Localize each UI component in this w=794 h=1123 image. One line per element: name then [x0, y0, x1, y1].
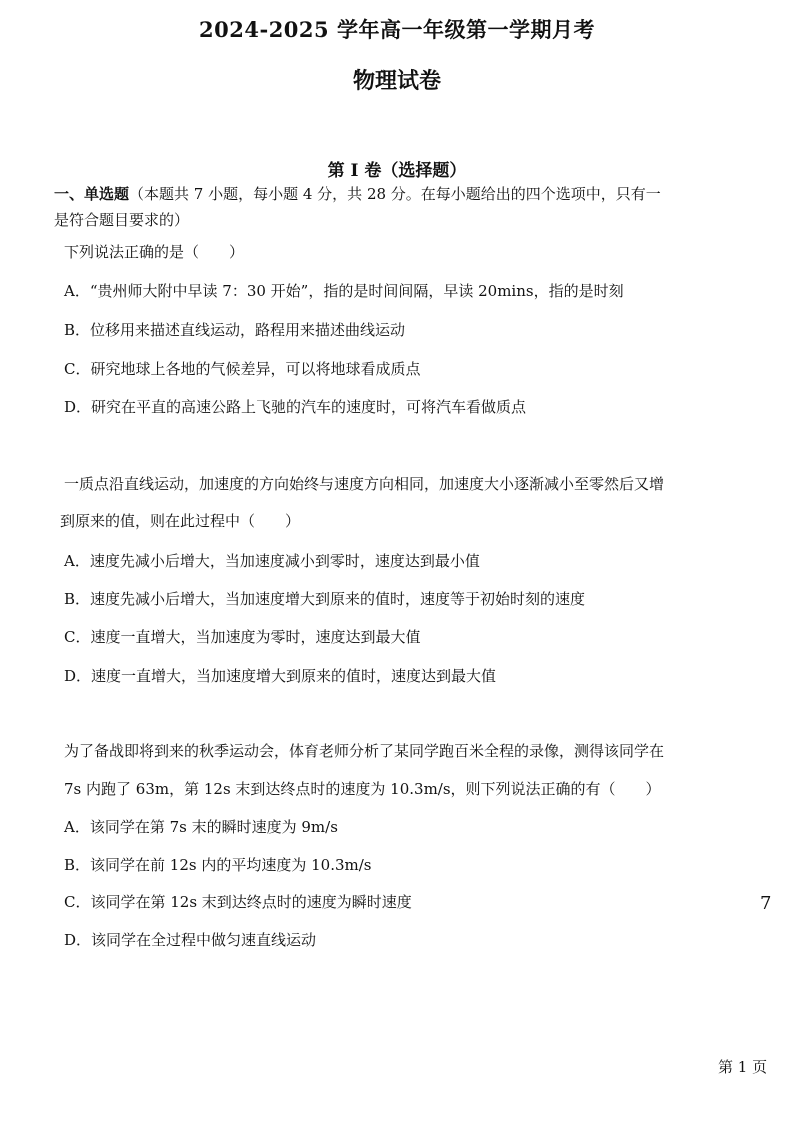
question-2-option-b: B．速度先减小后增大，当加速度增大到原来的值时，速度等于初始时刻的速度 [64, 590, 586, 608]
exam-title: 2024-2025 学年高一年级第一学期月考 [199, 17, 595, 42]
question-2-option-c: C．速度一直增大，当加速度为零时，速度达到最大值 [64, 628, 421, 646]
question-2-option-a: A．速度先减小后增大，当加速度减小到零时，速度达到最小值 [64, 552, 480, 570]
question-3-option-b: B．该同学在前 12s 内的平均速度为 10.3m/s [64, 856, 372, 874]
question-1-option-c: C．研究地球上各地的气候差异，可以将地球看成质点 [64, 360, 421, 378]
section-instructions-line1: （本题共 7 小题，每小题 4 分，共 28 分。在每小题给出的四个选项中，只有一 [129, 185, 661, 203]
section-label: 一、单选题 [54, 185, 130, 203]
question-3-option-a: A．该同学在第 7s 末的瞬时速度为 9m/s [64, 818, 338, 836]
question-2-stem-line2: 到原来的值，则在此过程中（ ） [60, 512, 301, 530]
section-instructions-line2: 是符合题目要求的） [54, 211, 190, 229]
question-1-stem: 下列说法正确的是（ ） [64, 243, 245, 261]
exam-subject: 物理试卷 [352, 68, 441, 94]
margin-mark: 7 [760, 893, 772, 914]
section-instructions [54, 183, 661, 204]
question-1-option-a: A．“贵州师大附中早读 7：30 开始”，指的是时间间隔，早读 20mins，指的是时刻 [64, 282, 624, 300]
question-3-stem-line1: 为了备战即将到来的秋季运动会，体育老师分析了某同学跑百米全程的录像，测得该同学在 [64, 742, 665, 760]
question-1-option-d: D．研究在平直的高速公路上飞驰的汽车的速度时，可将汽车看做质点 [64, 398, 527, 416]
page-number: 第 1 页 [718, 1058, 768, 1076]
question-3-option-c: C．该同学在第 12s 末到达终点时的速度为瞬时速度 [64, 893, 412, 911]
question-2-option-d: D．速度一直增大，当加速度增大到原来的值时，速度达到最大值 [64, 667, 497, 685]
question-1-option-b: B．位移用来描述直线运动，路程用来描述曲线运动 [64, 321, 406, 339]
question-3-option-d: D．该同学在全过程中做匀速直线运动 [64, 931, 317, 949]
question-3-stem-line2: 7s 内跑了 63m，第 12s 末到达终点时的速度为 10.3m/s，则下列说法正确的有（ ） [64, 780, 661, 798]
question-2-stem-line1: 一质点沿直线运动，加速度的方向始终与速度方向相同，加速度大小逐渐减小至零然后又增 [64, 475, 665, 493]
part-heading: 第 I 卷（选择题） [327, 161, 467, 181]
